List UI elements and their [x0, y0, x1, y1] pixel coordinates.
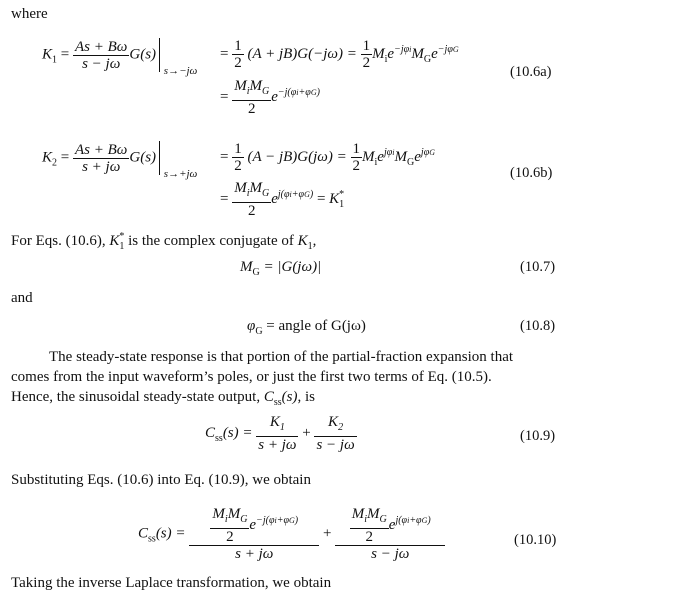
eq-10-10: $C_{ss}(s)$ = $\frac{M_iM_G}{2}$ $e^{-j(\varphi i+\varphi G)}$ s + jω + $\frac{M_iM_G}{2}$ $e^{j(\varphi i+\varphi G)}$ s − jω: [138, 506, 445, 562]
para-where: where: [11, 6, 48, 22]
eq-10-8: $\varphi_G$ = angle of G(jω): [247, 318, 366, 337]
eq-10-6b-number: (10.6b): [510, 165, 553, 181]
eq-10-8-number: (10.8): [520, 318, 556, 334]
eq-10-6b-lhs: $K_2$ = $\frac{As + B\omega}{s + j\omega}$ G(s) $_{s\to+j\omega}$: [42, 141, 198, 181]
eq-10-6a-rhs1: = $\frac{1}{2}$ (A + jB)G(−jω) = $\frac{1}{2}$ $M_ie^{-j\varphi i}M_Ge^{-j\varphi G}$: [220, 38, 459, 71]
para-substituting: Substituting Eqs. (10.6) into Eq. (10.9), we obtain: [11, 472, 311, 488]
eq-10-6a-lhs: $K_1$ = $\frac{As + B\omega}{s - j\omega}$ G(s) $_{s\to-j\omega}$: [42, 38, 198, 78]
eq-10-6b-rhs2: = $\frac{M_iM_G}{2}$ $e^{j(\varphi i+\varphi G)} = K^*_1$: [220, 180, 345, 219]
eq-10-7: $M_G = |G(j\omega)|$: [240, 259, 322, 278]
para-for-eqs: For Eqs. (10.6), $K^*_1$ is the complex conjugate of $K_1$,: [11, 231, 317, 252]
eq-10-9-number: (10.9): [520, 428, 556, 444]
eq-10-9: $C_{ss}(s)$ = $\frac{K_1}{s + j\omega}$ + $\frac{K_2}{s - j\omega}$: [205, 414, 355, 453]
eq-10-6a-number: (10.6a): [510, 64, 552, 80]
eq-10-7-number: (10.7): [520, 259, 556, 275]
para-and: and: [11, 290, 33, 306]
eq-10-6a-eval: s→−jω: [163, 65, 198, 78]
eq-10-6b-rhs1: = $\frac{1}{2}$ (A − jB)G(jω) = $\frac{1}{2}$ $M_ie^{j\varphi i}M_Ge^{j\varphi G}$: [220, 141, 436, 174]
eq-10-6a-rhs2: = $\frac{M_iM_G}{2}$ $e^{-j(\varphi i+\varphi G)}$: [220, 78, 320, 117]
para-steady-state: The steady-state response is that portion of the partial-fraction expansion that comes from the input waveform’s poles, or just the first two terms of Eq. (10.5). Hence, the sinusoidal steady-state output, $C_{ss}(s)$, is: [11, 349, 514, 408]
eq-10-10-number: (10.10): [514, 532, 557, 548]
para-taking: Taking the inverse Laplace transformation, we obtain: [11, 575, 332, 591]
eq-10-6a-frac: $\frac{As + B\omega}{s - j\omega}$: [74, 38, 128, 72]
